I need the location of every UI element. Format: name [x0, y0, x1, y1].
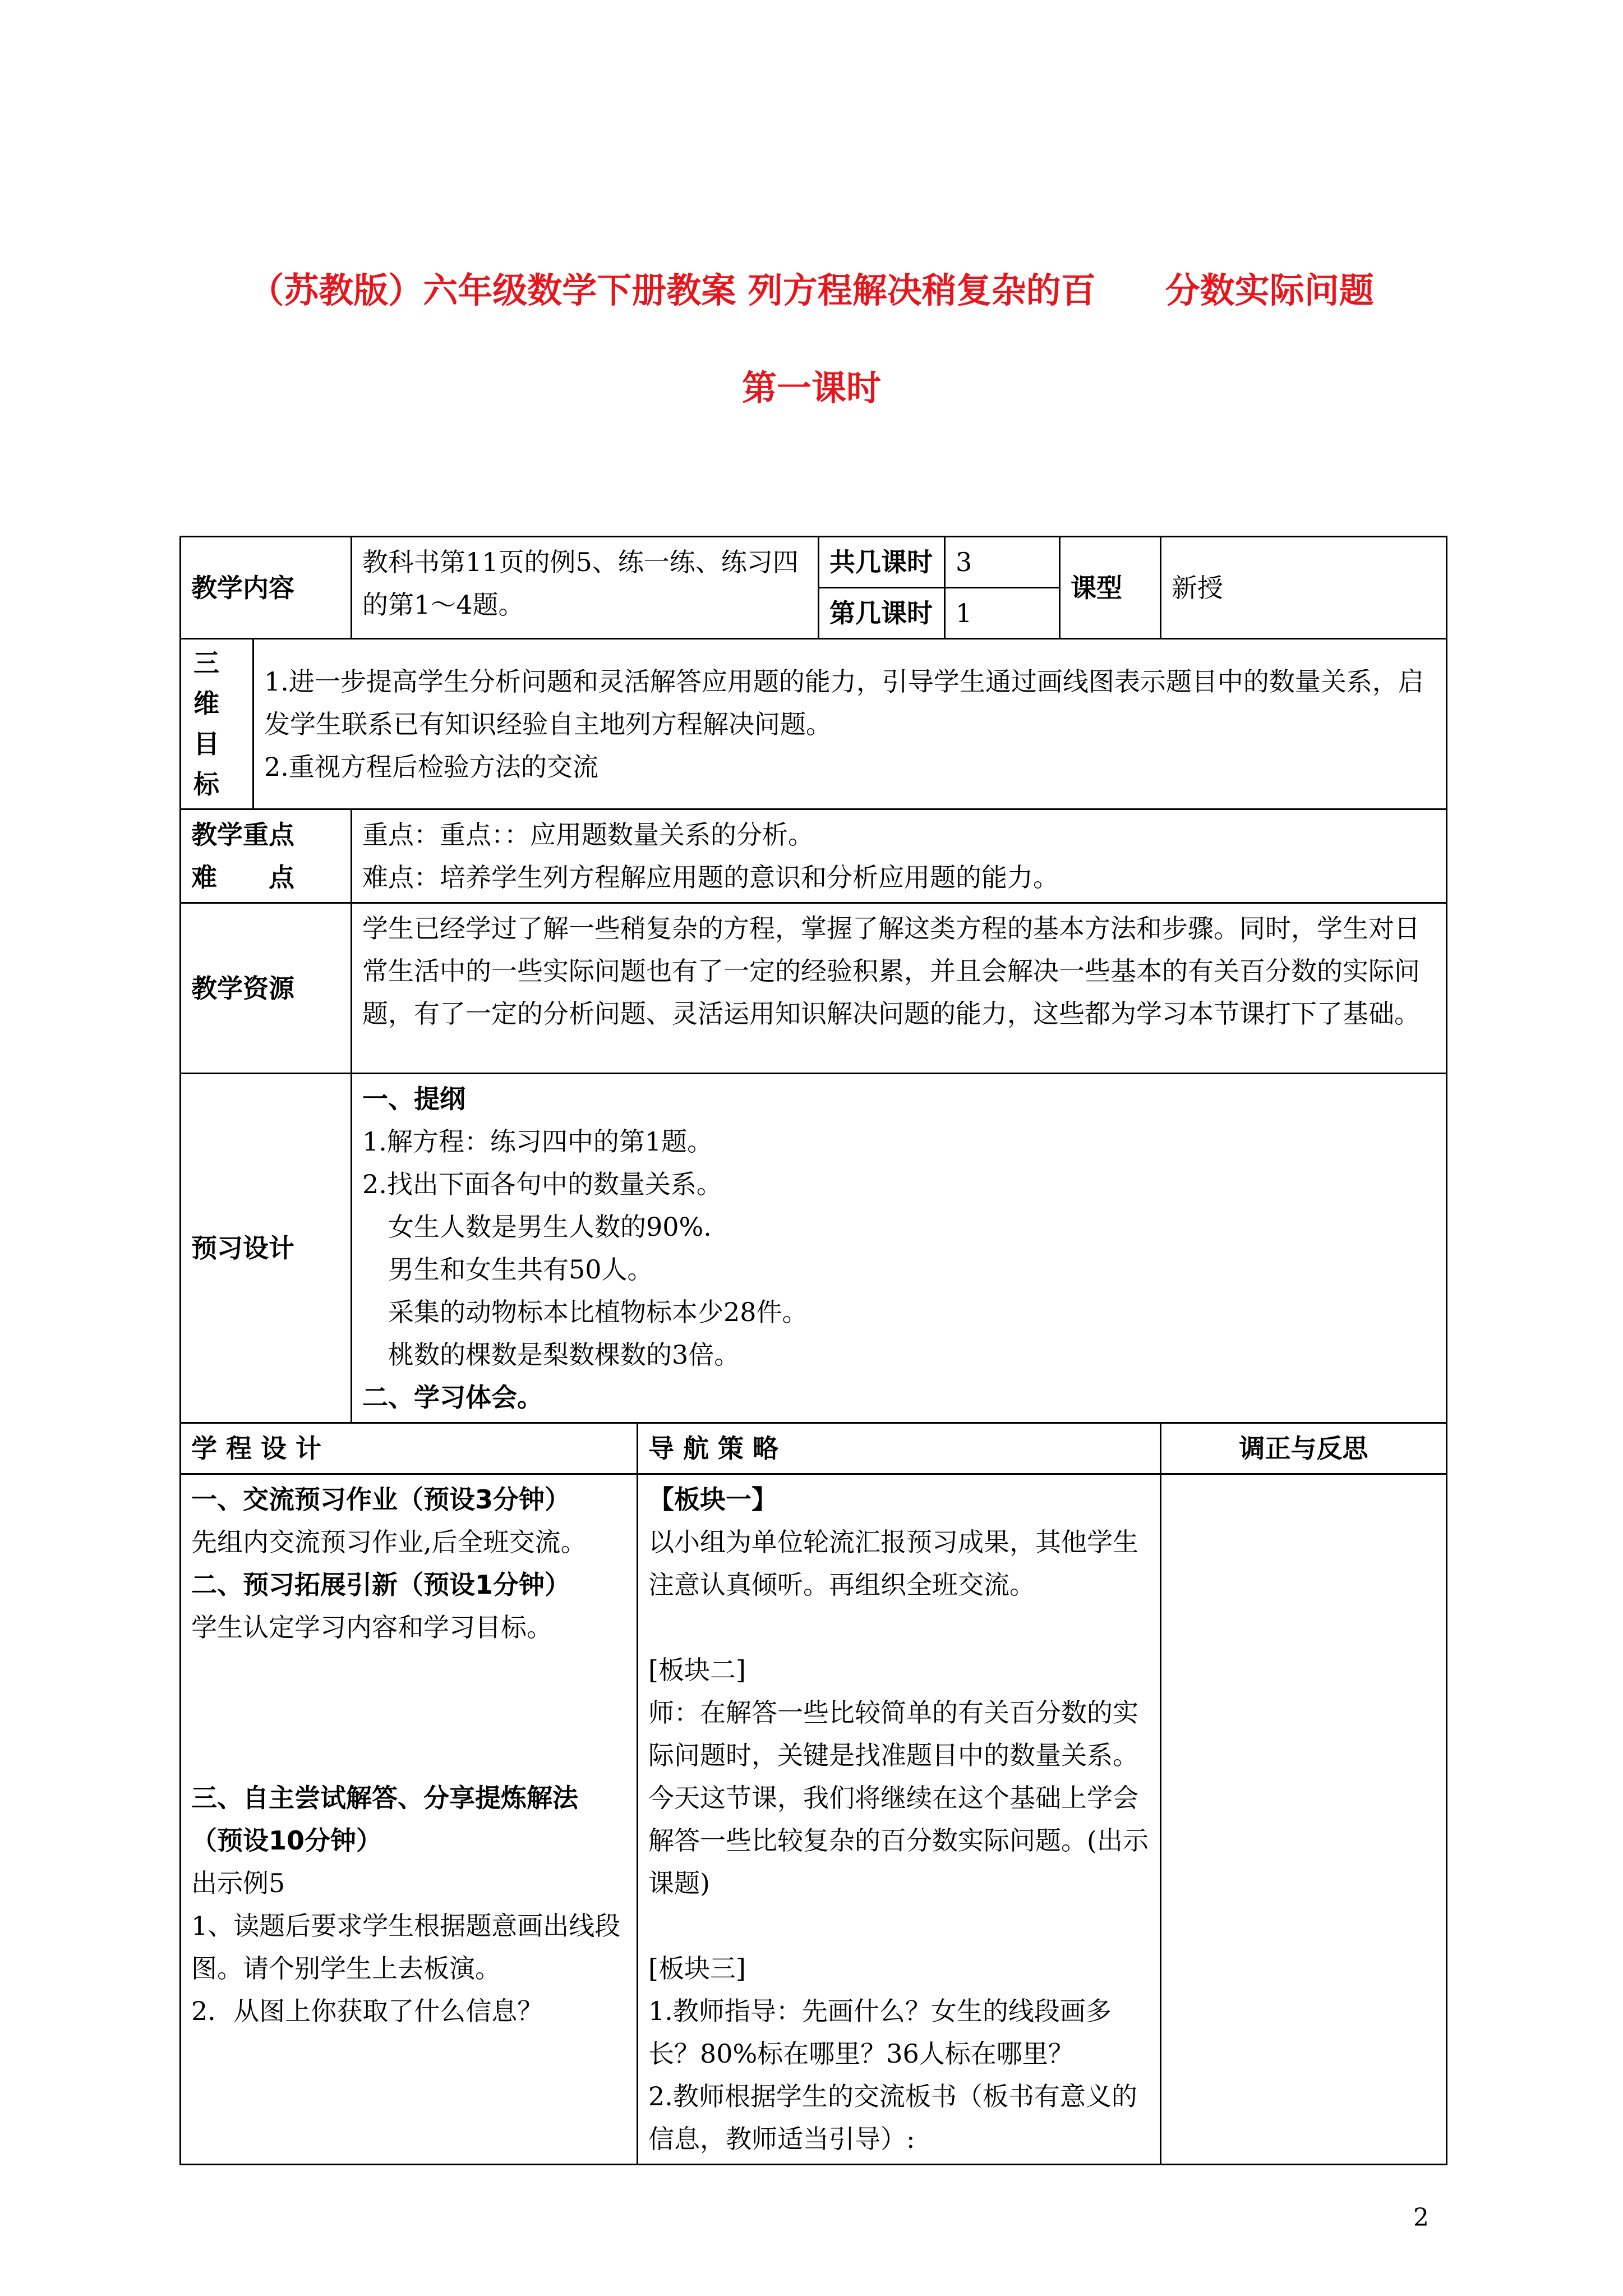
current-period-value: 1 [945, 588, 1060, 639]
difficult-point: 难点：培养学生列方程解应用题的意识和分析应用题的能力。 [362, 862, 1059, 892]
lesson-plan-table [179, 536, 1447, 2165]
resources-label: 教学资源 [181, 903, 352, 1074]
strategy-header: 导 航 策 略 [638, 1423, 1161, 1474]
process-content: 一、交流预习作业（预设3分钟） 先组内交流预习作业,后全班交流。 二、预习拓展引新（预设1分钟） 学生认定学习内容和学习目标。 三、自主尝试解答、分享提炼解法（预设10分钟） 出示例5 1、读题后要求学生根据题意画出线段图。请个别学生上去板演。 2．从图上你获取了什么信息？ [181, 1474, 638, 2165]
total-periods-label: 共几课时 [819, 537, 945, 588]
key-point: 重点：重点：：应用题数量关系的分析。 [362, 820, 814, 850]
goals-label: 三维目标 [181, 639, 253, 809]
preview-label: 预习设计 [181, 1074, 352, 1423]
lesson-type-value: 新授 [1161, 537, 1447, 639]
reflection-header: 调正与反思 [1161, 1423, 1447, 1474]
goals-content [253, 639, 1447, 809]
key-points-label: 教学重点 难 点 [181, 809, 352, 903]
teaching-content-label: 教学内容 [181, 537, 352, 639]
page-number: 2 [1413, 2203, 1429, 2232]
goal-item: 2.重视方程后检验方法的交流 [264, 751, 598, 782]
reflection-content [1161, 1474, 1447, 2165]
lesson-type-label: 课型 [1060, 537, 1161, 639]
process-header: 学 程 设 计 [181, 1423, 638, 1474]
key-points-content [352, 809, 1447, 903]
resources-content: 学生已经学过了解一些稍复杂的方程，掌握了解这类方程的基本方法和步骤。同时，学生对日常生活中的一些实际问题也有了一定的经验积累，并且会解决一些基本的有关百分数的实际问题，有了一定的分析问题、灵活运用知识解决问题的能力，这些都为学习本节课打下了基础。 [352, 903, 1447, 1074]
document-subtitle: 第一课时 [741, 367, 881, 408]
goal-item: 1.进一步提高学生分析问题和灵活解答应用题的能力，引导学生通过画线图表示题目中的数量关系，启发学生联系已有知识经验自主地列方程解决问题。 [264, 666, 1424, 739]
preview-content: 一、提纲 1.解方程：练习四中的第1题。 2.找出下面各句中的数量关系。 女生人数是男生人数的90%. 男生和女生共有50人。 采集的动物标本比植物标本少28件。 桃数的棵数是梨数棵数的3倍。 二、学习体会。 [352, 1074, 1447, 1423]
document-title: （苏教版）六年级数学下册教案 列方程解决稍复杂的百 分数实际问题 [249, 270, 1374, 311]
current-period-label: 第几课时 [819, 588, 945, 639]
teaching-content-value: 教科书第11页的例5、练一练、练习四的第1～4题。 [352, 537, 819, 639]
strategy-content: 【板块一】 以小组为单位轮流汇报预习成果，其他学生注意认真倾听。再组织全班交流。 [板块二] 师：在解答一些比较简单的有关百分数的实际问题时，关键是找准题目中的数量关系。今天这节课，我们将继续在这个基础上学会解答一些比较复杂的百分数实际问题。(出示课题) [板块三] 1.教师指导：先画什么？女生的线段画多长？80%标在哪里？36人标在哪里？ 2.教师根据学生的交流板书（板书有意义的信息，教师适当引导）: [638, 1474, 1161, 2165]
total-periods-value: 3 [945, 537, 1060, 588]
